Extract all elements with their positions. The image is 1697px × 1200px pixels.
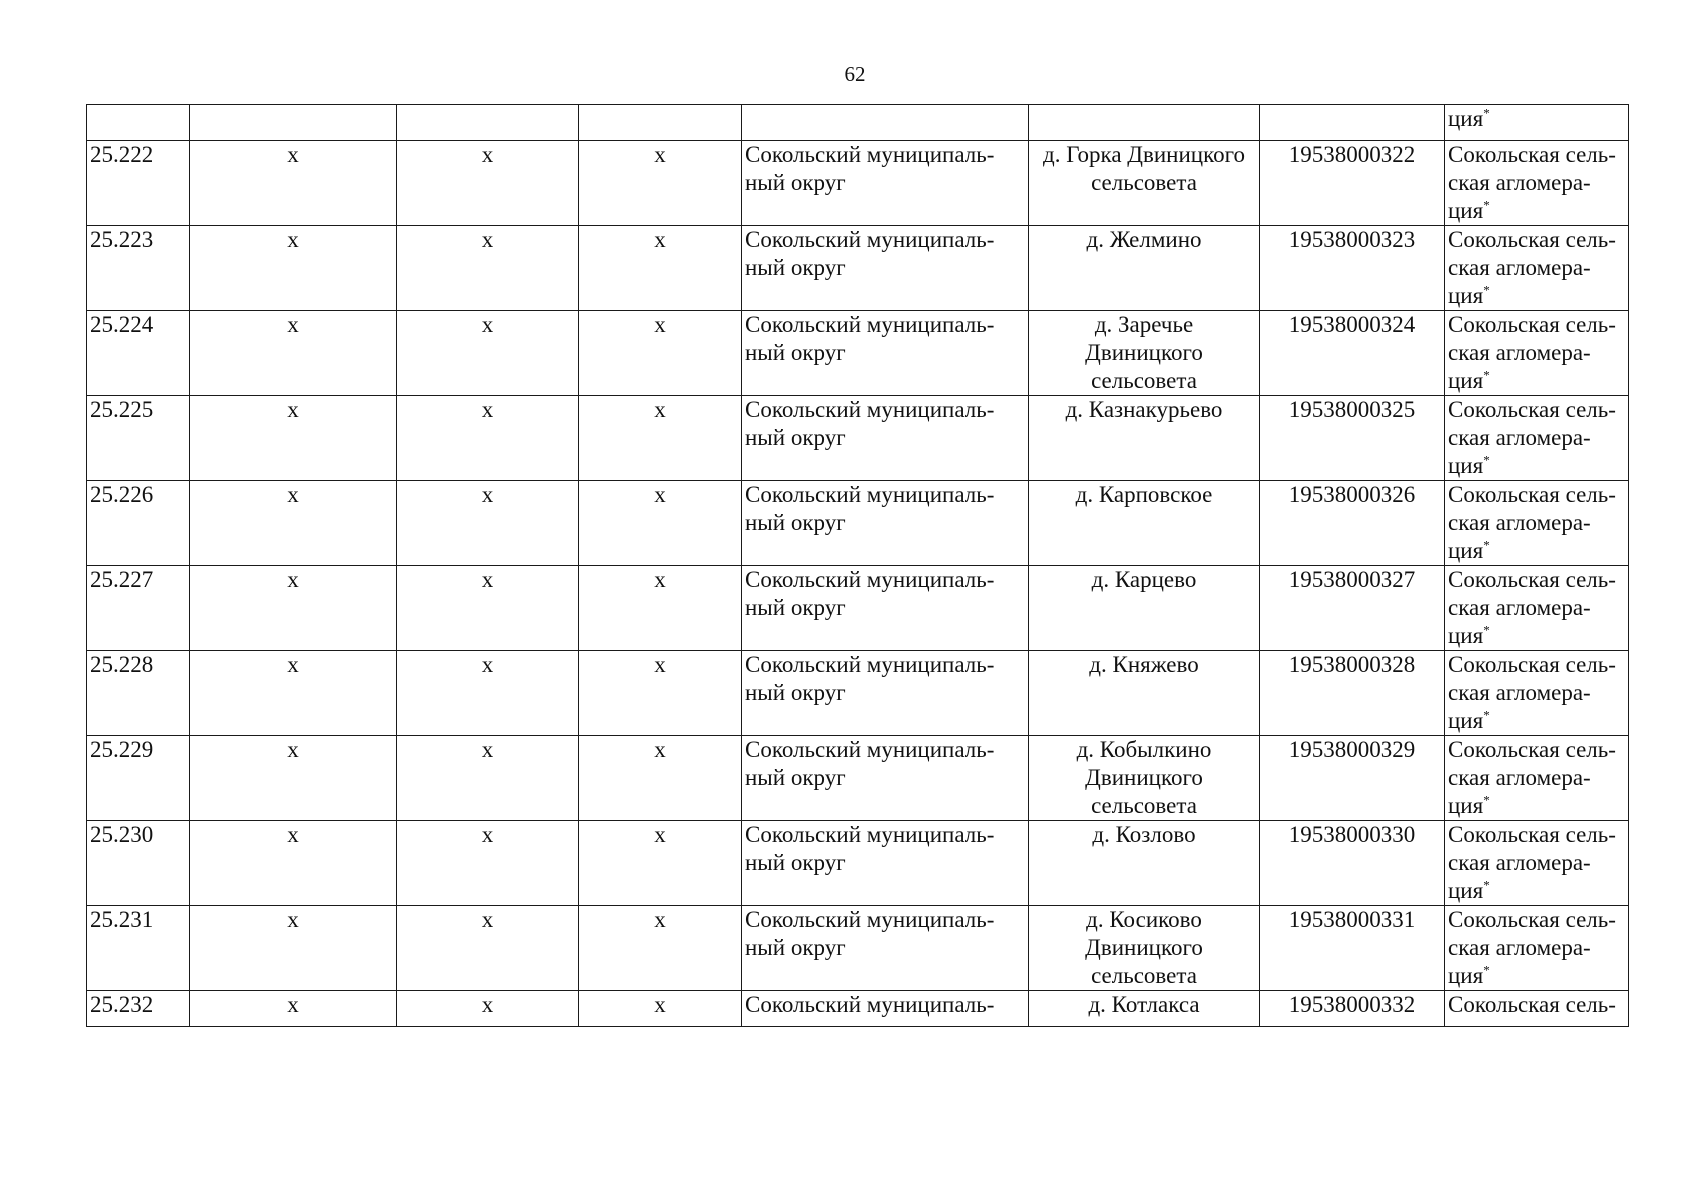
- cell-num: [87, 396, 190, 481]
- cell-col3-text: х: [481, 567, 494, 592]
- cell-settlement-text: д. Косиково Двиницкого сельсовета: [1085, 907, 1203, 988]
- cell-okrug-text: Сокольский муниципаль- ный округ: [745, 227, 995, 280]
- cell-code: [1260, 396, 1445, 481]
- cell-okrug-text: Сокольский муниципаль- ный округ: [745, 737, 995, 790]
- continuation-row: [87, 105, 1629, 141]
- cell-agglomeration-text: Сокольская сель- ская агломера- ция: [1448, 822, 1616, 903]
- cell-code: [1260, 821, 1445, 906]
- footnote-mark: *: [1483, 105, 1490, 121]
- table-row: [87, 906, 1629, 991]
- cell-num-text: 25.232: [90, 992, 154, 1017]
- cell-settlement-text: д. Заречье Двиницкого сельсовета: [1085, 312, 1203, 393]
- cell-col4: [579, 311, 742, 396]
- cell-agglomeration: [1445, 105, 1629, 141]
- cell-code-text: 19538000329: [1288, 737, 1416, 762]
- cell-agglomeration: [1445, 141, 1629, 226]
- cell-okrug-text: Сокольский муниципаль- ный округ: [745, 652, 995, 705]
- cell-agglomeration: [1445, 736, 1629, 821]
- cell-col4: [579, 651, 742, 736]
- cell-code: [1260, 141, 1445, 226]
- footnote-mark: *: [1483, 962, 1490, 978]
- table-row: [87, 141, 1629, 226]
- cell-settlement-text: д. Карцево: [1091, 567, 1197, 592]
- cell-settlement-text: д. Княжево: [1089, 652, 1199, 677]
- cell-settlement-text: д. Горка Двиницкого сельсовета: [1043, 142, 1245, 195]
- cell-col2-text: х: [287, 312, 299, 337]
- cell-col2-text: х: [287, 737, 299, 762]
- cell-settlement-text: д. Карповское: [1075, 482, 1213, 507]
- cell-col2: [190, 481, 397, 566]
- cell-code-text: 19538000326: [1288, 482, 1416, 507]
- cell-code-text: 19538000327: [1288, 567, 1416, 592]
- cell-col4-text: х: [654, 227, 666, 252]
- cell-col4-text: х: [654, 142, 666, 167]
- footnote-mark: *: [1483, 367, 1490, 383]
- cell-okrug: [742, 105, 1029, 141]
- cell-num: [87, 141, 190, 226]
- cell-col2: [190, 141, 397, 226]
- cell-col2: [190, 991, 397, 1027]
- cell-num-text: 25.228: [90, 652, 154, 677]
- cell-num: [87, 991, 190, 1027]
- cell-code: [1260, 566, 1445, 651]
- cell-okrug: [742, 821, 1029, 906]
- footnote-mark: *: [1483, 537, 1490, 553]
- cell-settlement: [1029, 651, 1260, 736]
- cell-settlement-text: д. Желмино: [1086, 227, 1202, 252]
- cell-col2-text: х: [287, 142, 299, 167]
- cell-agglomeration-text: Сокольская сель- ская агломера- ция: [1448, 312, 1616, 393]
- cell-settlement-text: д. Казнакурьево: [1065, 397, 1223, 422]
- cell-okrug-text: Сокольский муниципаль- ный округ: [745, 397, 995, 450]
- cell-agglomeration: [1445, 566, 1629, 651]
- cell-col3-text: х: [481, 737, 494, 762]
- cell-settlement: [1029, 821, 1260, 906]
- cell-code: [1260, 105, 1445, 141]
- cell-okrug: [742, 991, 1029, 1027]
- cell-okrug: [742, 141, 1029, 226]
- cell-col4: [579, 481, 742, 566]
- cell-code: [1260, 311, 1445, 396]
- cell-code-text: 19538000324: [1288, 312, 1416, 337]
- cell-agglomeration: [1445, 651, 1629, 736]
- cell-settlement-text: д. Козлово: [1092, 822, 1196, 847]
- cell-settlement: [1029, 311, 1260, 396]
- cell-col3: [397, 651, 579, 736]
- cell-okrug: [742, 396, 1029, 481]
- cell-code: [1260, 736, 1445, 821]
- cell-settlement-text: д. Котлакса: [1088, 992, 1200, 1017]
- cell-okrug: [742, 736, 1029, 821]
- cell-okrug-text: Сокольский муниципаль-: [745, 992, 995, 1017]
- cell-col4-text: х: [654, 397, 666, 422]
- cell-agglomeration: [1445, 821, 1629, 906]
- cell-col4: [579, 821, 742, 906]
- cell-okrug: [742, 566, 1029, 651]
- cell-col4-text: х: [654, 907, 666, 932]
- cell-okrug: [742, 906, 1029, 991]
- cell-col3: [397, 481, 579, 566]
- cell-col2-text: х: [287, 822, 299, 847]
- cell-settlement: [1029, 906, 1260, 991]
- cell-num: [87, 566, 190, 651]
- cell-agglomeration-text: Сокольская сель- ская агломера- ция: [1448, 567, 1616, 648]
- cell-col2: [190, 651, 397, 736]
- cell-agglomeration-text: Сокольская сель- ская агломера- ция: [1448, 482, 1616, 563]
- cell-agglomeration-text: Сокольская сель- ская агломера- ция: [1448, 652, 1616, 733]
- cell-agglomeration-text: Сокольская сель-: [1448, 992, 1616, 1017]
- settlements-table: [86, 104, 1629, 1027]
- agglomeration-text: ция: [1448, 106, 1484, 131]
- cell-num: [87, 481, 190, 566]
- cell-col3: [397, 821, 579, 906]
- cell-col3: [397, 736, 579, 821]
- cell-num-text: 25.222: [90, 142, 154, 167]
- cell-col3-text: х: [481, 992, 494, 1017]
- cell-num: [87, 906, 190, 991]
- cell-col4: [579, 736, 742, 821]
- cell-col3-text: х: [481, 822, 494, 847]
- footnote-mark: *: [1483, 707, 1490, 723]
- cell-okrug-text: Сокольский муниципаль- ный округ: [745, 142, 995, 195]
- cell-settlement: [1029, 141, 1260, 226]
- cell-agglomeration: [1445, 226, 1629, 311]
- cell-settlement: [1029, 991, 1260, 1027]
- cell-agglomeration: [1445, 906, 1629, 991]
- page-number: 62: [844, 62, 866, 86]
- cell-code-text: 19538000325: [1288, 397, 1416, 422]
- cell-col4: [579, 906, 742, 991]
- cell-col3-text: х: [481, 312, 494, 337]
- cell-col2-text: х: [287, 227, 299, 252]
- cell-okrug-text: Сокольский муниципаль- ный округ: [745, 822, 995, 875]
- cell-okrug-text: Сокольский муниципаль- ный округ: [745, 482, 995, 535]
- cell-col3-text: х: [481, 227, 494, 252]
- cell-agglomeration-text: Сокольская сель- ская агломера- ция: [1448, 737, 1616, 818]
- cell-col4: [579, 141, 742, 226]
- cell-col2: [190, 566, 397, 651]
- table-row: [87, 226, 1629, 311]
- cell-col2: [190, 906, 397, 991]
- cell-col4: [579, 226, 742, 311]
- cell-col3: [397, 105, 579, 141]
- cell-col2-text: х: [287, 992, 299, 1017]
- cell-num: [87, 311, 190, 396]
- cell-settlement: [1029, 226, 1260, 311]
- cell-agglomeration: [1445, 991, 1629, 1027]
- footnote-mark: *: [1483, 452, 1490, 468]
- cell-settlement-text: д. Кобылкино Двиницкого сельсовета: [1076, 737, 1212, 818]
- cell-col4: [579, 566, 742, 651]
- cell-settlement: [1029, 566, 1260, 651]
- cell-agglomeration-text: Сокольская сель- ская агломера- ция: [1448, 142, 1616, 223]
- footnote-mark: *: [1483, 877, 1490, 893]
- table-row: [87, 651, 1629, 736]
- cell-agglomeration-text: Сокольская сель- ская агломера- ция: [1448, 227, 1616, 308]
- cell-okrug: [742, 311, 1029, 396]
- cell-col3: [397, 566, 579, 651]
- cell-col3: [397, 991, 579, 1027]
- table-row: [87, 481, 1629, 566]
- footnote-mark: *: [1483, 792, 1490, 808]
- footnote-mark: *: [1483, 197, 1490, 213]
- table-row: [87, 396, 1629, 481]
- cell-col3-text: х: [481, 652, 494, 677]
- cell-col4-text: х: [654, 822, 666, 847]
- cell-num: [87, 736, 190, 821]
- cell-num-text: 25.227: [90, 567, 154, 592]
- cell-num: [87, 105, 190, 141]
- cell-code: [1260, 481, 1445, 566]
- cell-col3-text: х: [481, 142, 494, 167]
- cell-col4: [579, 105, 742, 141]
- cell-code-text: 19538000332: [1288, 992, 1416, 1017]
- footnote-mark: *: [1483, 282, 1490, 298]
- cell-code: [1260, 651, 1445, 736]
- cell-col2: [190, 736, 397, 821]
- cell-num-text: 25.226: [90, 482, 154, 507]
- cell-agglomeration: [1445, 311, 1629, 396]
- cell-code-text: 19538000330: [1288, 822, 1416, 847]
- cell-code-text: 19538000328: [1288, 652, 1416, 677]
- cell-code: [1260, 906, 1445, 991]
- cell-col3: [397, 141, 579, 226]
- cell-num-text: 25.223: [90, 227, 154, 252]
- cell-num: [87, 821, 190, 906]
- cell-code: [1260, 991, 1445, 1027]
- cell-col4-text: х: [654, 737, 666, 762]
- cell-okrug-text: Сокольский муниципаль- ный округ: [745, 567, 995, 620]
- cell-col3-text: х: [481, 397, 494, 422]
- cell-col4: [579, 396, 742, 481]
- cell-col4-text: х: [654, 482, 666, 507]
- table-row: [87, 991, 1629, 1027]
- cell-col2-text: х: [287, 907, 299, 932]
- cell-num-text: 25.224: [90, 312, 154, 337]
- table-body: [87, 105, 1629, 1027]
- cell-col3-text: х: [481, 907, 494, 932]
- table-row: [87, 736, 1629, 821]
- cell-col4-text: х: [654, 567, 666, 592]
- cell-okrug: [742, 651, 1029, 736]
- table-row: [87, 821, 1629, 906]
- cell-col4-text: х: [654, 652, 666, 677]
- cell-settlement: [1029, 396, 1260, 481]
- cell-col3: [397, 311, 579, 396]
- cell-col4: [579, 991, 742, 1027]
- cell-col2-text: х: [287, 652, 299, 677]
- cell-code-text: 19538000323: [1288, 227, 1416, 252]
- cell-agglomeration: [1445, 481, 1629, 566]
- cell-agglomeration-text: Сокольская сель- ская агломера- ция: [1448, 907, 1616, 988]
- cell-col2-text: х: [287, 567, 299, 592]
- cell-settlement: [1029, 481, 1260, 566]
- cell-settlement: [1029, 105, 1260, 141]
- cell-okrug-text: Сокольский муниципаль- ный округ: [745, 312, 995, 365]
- cell-col2: [190, 396, 397, 481]
- cell-col2: [190, 821, 397, 906]
- footnote-mark: *: [1483, 622, 1490, 638]
- cell-okrug-text: Сокольский муниципаль- ный округ: [745, 907, 995, 960]
- cell-col4-text: х: [654, 992, 666, 1017]
- cell-col2: [190, 311, 397, 396]
- cell-col4-text: х: [654, 312, 666, 337]
- cell-col3: [397, 226, 579, 311]
- cell-agglomeration-text: Сокольская сель- ская агломера- ция: [1448, 397, 1616, 478]
- cell-okrug: [742, 481, 1029, 566]
- cell-num-text: 25.231: [90, 907, 154, 932]
- cell-code-text: 19538000322: [1288, 142, 1416, 167]
- cell-col3-text: х: [481, 482, 494, 507]
- table-row: [87, 311, 1629, 396]
- cell-code-text: 19538000331: [1288, 907, 1416, 932]
- cell-num-text: 25.230: [90, 822, 154, 847]
- cell-code: [1260, 226, 1445, 311]
- cell-col2-text: х: [287, 397, 299, 422]
- cell-col3: [397, 906, 579, 991]
- cell-num: [87, 651, 190, 736]
- table-row: [87, 566, 1629, 651]
- cell-col2: [190, 105, 397, 141]
- cell-settlement: [1029, 736, 1260, 821]
- cell-agglomeration: [1445, 396, 1629, 481]
- cell-col3: [397, 396, 579, 481]
- cell-col2: [190, 226, 397, 311]
- cell-col2-text: х: [287, 482, 299, 507]
- cell-num: [87, 226, 190, 311]
- cell-okrug: [742, 226, 1029, 311]
- cell-num-text: 25.229: [90, 737, 154, 762]
- cell-num-text: 25.225: [90, 397, 154, 422]
